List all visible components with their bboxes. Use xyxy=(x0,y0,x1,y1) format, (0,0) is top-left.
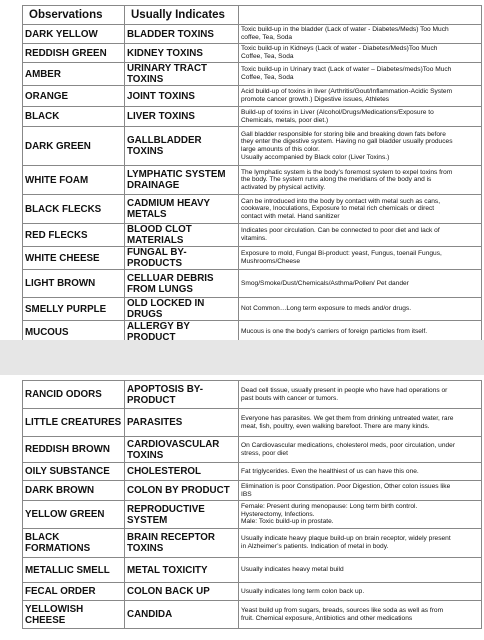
observation-cell: METALLIC SMELL xyxy=(23,558,125,583)
indicates-cell: CARDIOVASCULAR TOXINS xyxy=(125,437,239,463)
table-row xyxy=(23,127,482,166)
observation-cell: MUCOUS xyxy=(23,321,125,341)
indicates-cell: CELLUAR DEBRIS FROM LUNGS xyxy=(125,270,239,298)
note-cell xyxy=(239,166,482,195)
note-line: past bouts with cancer or tumors. xyxy=(241,394,339,402)
observation-cell: LIGHT BROWN xyxy=(23,270,125,298)
note-cell xyxy=(239,463,482,481)
table-row xyxy=(23,583,482,601)
note-line: Elimination is poor Constipation. Poor Digestion, Other colon issues like xyxy=(241,482,451,490)
note-line: activated by physical activity. xyxy=(241,183,326,191)
observation-cell: REDDISH GREEN xyxy=(23,44,125,63)
indicates-cell: APOPTOSIS BY-PRODUCT xyxy=(125,381,239,409)
table-body-2 xyxy=(23,381,482,629)
note-line: coffee, Tea, Soda xyxy=(241,34,293,41)
page-separator xyxy=(0,340,484,375)
table-row xyxy=(23,270,482,298)
note-line: On Cardiovascular medications, cholesterol meds, poor circulation, under xyxy=(241,441,456,449)
indicates-cell: BRAIN RECEPTOR TOXINS xyxy=(125,529,239,558)
note-line: meat, fish, poultry, even walking barefoot. There are many kinds. xyxy=(241,422,430,430)
observation-cell: BLACK FORMATIONS xyxy=(23,529,125,558)
indicates-cell: JOINT TOXINS xyxy=(125,86,239,107)
observation-cell: OILY SUBSTANCE xyxy=(23,463,125,481)
note-cell xyxy=(239,270,482,298)
observation-cell: SMELLY PURPLE xyxy=(23,298,125,321)
table-row xyxy=(23,298,482,321)
note-cell xyxy=(239,25,482,44)
table-row xyxy=(23,501,482,529)
table-row xyxy=(23,381,482,409)
note-line: Build-up of toxins in Liver (Alcohol/Drugs/Medications/Exposure to xyxy=(241,108,434,116)
note-line: Acid build-up of toxins in liver (Arthritis/Gout/Inflammation-Acidic System xyxy=(241,88,453,96)
table-row xyxy=(23,224,482,247)
note-line: Not Common…Long term exposure to meds and/or drugs. xyxy=(241,305,412,313)
note-line: Yeast build up from sugars, breads, sources like soda as well as from xyxy=(241,606,444,614)
indicates-cell: LYMPHATIC SYSTEM DRAINAGE xyxy=(125,166,239,195)
note-cell xyxy=(239,321,482,341)
observation-cell: DARK YELLOW xyxy=(23,25,125,44)
indicates-cell: COLON BACK UP xyxy=(125,583,239,601)
note-line: Mushrooms/Cheese xyxy=(241,258,301,265)
note-cell xyxy=(239,127,482,166)
note-line: Female: Present during menopause: Long term birth control. xyxy=(241,503,418,511)
indicates-cell: ALLERGY BY PRODUCT xyxy=(125,321,239,341)
note-cell xyxy=(239,501,482,529)
note-cell xyxy=(239,44,482,63)
note-cell xyxy=(239,601,482,629)
note-line: Exposure to mold, Fungal Bi-product: yeast, Fungus, toenail Fungus, xyxy=(241,250,442,258)
observation-cell: RANCID ODORS xyxy=(23,381,125,409)
indicates-cell: BLOOD CLOT MATERIALS xyxy=(125,224,239,247)
table-row xyxy=(23,107,482,127)
table-row xyxy=(23,63,482,86)
note-line: Male: Toxic build-up in prostate. xyxy=(241,518,334,526)
table-row xyxy=(23,481,482,501)
indicates-cell: KIDNEY TOXINS xyxy=(125,44,239,63)
table-row xyxy=(23,601,482,629)
note-cell xyxy=(239,63,482,86)
table-row xyxy=(23,247,482,270)
table-row xyxy=(23,195,482,224)
note-line: Mucous is one the body’s carriers of foreign particles from itself. xyxy=(241,328,428,336)
note-line: stress, poor diet xyxy=(241,449,288,457)
note-cell xyxy=(239,583,482,601)
note-line: Can be introduced into the body by contact with metal such as cans, xyxy=(241,197,441,205)
note-line: Coffee, Tea, Soda xyxy=(241,53,294,60)
indicates-cell: URINARY TRACT TOXINS xyxy=(125,63,239,86)
note-line: Usually indicates long term colon back up. xyxy=(241,587,365,595)
note-line: Hysterectomy, Infections. xyxy=(241,510,315,518)
note-line: the body. The system runs along the meridians of the body and is xyxy=(241,176,432,184)
table-row xyxy=(23,166,482,195)
observation-cell: DARK BROWN xyxy=(23,481,125,501)
observation-cell: WHITE FOAM xyxy=(23,166,125,195)
note-line: Toxic build-up in the bladder (Lack of water - Diabetes/Meds) Too Much xyxy=(241,26,449,34)
note-cell xyxy=(239,224,482,247)
indicates-cell: METAL TOXICITY xyxy=(125,558,239,583)
note-line: The lymphatic system is the body’s foremost system to expel toxins from xyxy=(241,168,453,176)
note-line: large amounts of this color. xyxy=(241,146,320,153)
note-cell xyxy=(239,558,482,583)
indicates-cell: FUNGAL BY-PRODUCTS xyxy=(125,247,239,270)
note-line: Toxic build-up in Kidneys (Lack of water - Diabetes/Meds)Too Much xyxy=(241,45,438,53)
note-line: IBS xyxy=(241,490,252,498)
header-usually-indicates: Usually Indicates xyxy=(125,6,239,25)
detox-color-table-2 xyxy=(22,380,482,629)
table-row xyxy=(23,44,482,63)
table-row xyxy=(23,409,482,437)
note-cell xyxy=(239,437,482,463)
note-line: Everyone has parasites. We get them from drinking untreated water, rare xyxy=(241,414,454,422)
document-page-2 xyxy=(0,375,484,640)
note-cell xyxy=(239,195,482,224)
note-line: Gall bladder responsible for storing bile and breaking down fats before xyxy=(241,130,446,138)
indicates-cell: COLON BY PRODUCT xyxy=(125,481,239,501)
table-row xyxy=(23,529,482,558)
note-line: in Alzheimer’s patients. Indication of metal in body. xyxy=(241,543,389,550)
indicates-cell: GALLBLADDER TOXINS xyxy=(125,127,239,166)
note-line: Usually indicate heavy plaque build-up on brain receptor, widely present xyxy=(241,535,451,543)
table-row xyxy=(23,437,482,463)
note-cell xyxy=(239,381,482,409)
note-line: fruit. Chemical exposure, Antibiotics and other medications xyxy=(241,614,413,622)
note-line: Indicates poor circulation. Can be connected to poor diet and lack of xyxy=(241,227,440,235)
note-line: Chemicals, metals, poor diet.) xyxy=(241,116,329,124)
observation-cell: DARK GREEN xyxy=(23,127,125,166)
indicates-cell: REPRODUCTIVE SYSTEM xyxy=(125,501,239,529)
header-notes xyxy=(239,6,482,25)
observation-cell: AMBER xyxy=(23,63,125,86)
observation-cell: BLACK xyxy=(23,107,125,127)
note-cell xyxy=(239,298,482,321)
header-observations: Observations xyxy=(23,6,125,25)
observation-cell: YELLOWISH CHEESE xyxy=(23,601,125,629)
table-row xyxy=(23,321,482,341)
note-line: Dead cell tissue, usually present in people who have had operations or xyxy=(241,386,448,394)
indicates-cell: CADMIUM HEAVY METALS xyxy=(125,195,239,224)
observation-cell: REDDISH BROWN xyxy=(23,437,125,463)
observation-cell: LITTLE CREATURES xyxy=(23,409,125,437)
indicates-cell: OLD LOCKED IN DRUGS xyxy=(125,298,239,321)
observation-cell: WHITE CHEESE xyxy=(23,247,125,270)
indicates-cell: PARASITES xyxy=(125,409,239,437)
note-cell xyxy=(239,86,482,107)
note-line: Smog/Smoke/Dust/Chemicals/Asthma/Pollen/ Pet dander xyxy=(241,279,409,287)
note-line: Usually accompanied by Black color (Liver Toxins.) xyxy=(241,153,390,161)
note-line: Fat triglycerides. Even the healthiest of us can have this one. xyxy=(241,467,419,475)
observation-cell: YELLOW GREEN xyxy=(23,501,125,529)
indicates-cell: LIVER TOXINS xyxy=(125,107,239,127)
note-line: contact with metal. Hand sanitizer xyxy=(241,212,340,220)
indicates-cell: BLADDER TOXINS xyxy=(125,25,239,44)
indicates-cell: CHOLESTEROL xyxy=(125,463,239,481)
note-cell xyxy=(239,247,482,270)
indicates-cell: CANDIDA xyxy=(125,601,239,629)
note-line: vitamins. xyxy=(241,235,268,242)
table-row xyxy=(23,25,482,44)
observation-cell: FECAL ORDER xyxy=(23,583,125,601)
table-row xyxy=(23,86,482,107)
observation-cell: ORANGE xyxy=(23,86,125,107)
note-line: Toxic build-up in Urinary tract (Lack of water – Diabetes/meds)Too Much xyxy=(241,66,452,74)
note-line: Usually indicates heavy metal build xyxy=(241,566,344,574)
table-row xyxy=(23,558,482,583)
detox-color-table-1 xyxy=(22,5,482,340)
note-cell xyxy=(239,481,482,501)
note-line: Coffee, Tea, Soda xyxy=(241,74,294,81)
table-header-row xyxy=(23,6,482,25)
note-line: they enter the digestive system. Having no gall bladder usually produces xyxy=(241,138,453,146)
note-line: promote cancer growth.) Digestive issues, Athletes xyxy=(241,96,390,103)
note-cell xyxy=(239,107,482,127)
note-line: cookware, Inoculations, Exposure to metal rich chemicals or direct xyxy=(241,205,435,213)
table-row xyxy=(23,463,482,481)
note-cell xyxy=(239,409,482,437)
observation-cell: RED FLECKS xyxy=(23,224,125,247)
table-body-1 xyxy=(23,25,482,341)
note-cell xyxy=(239,529,482,558)
observation-cell: BLACK FLECKS xyxy=(23,195,125,224)
